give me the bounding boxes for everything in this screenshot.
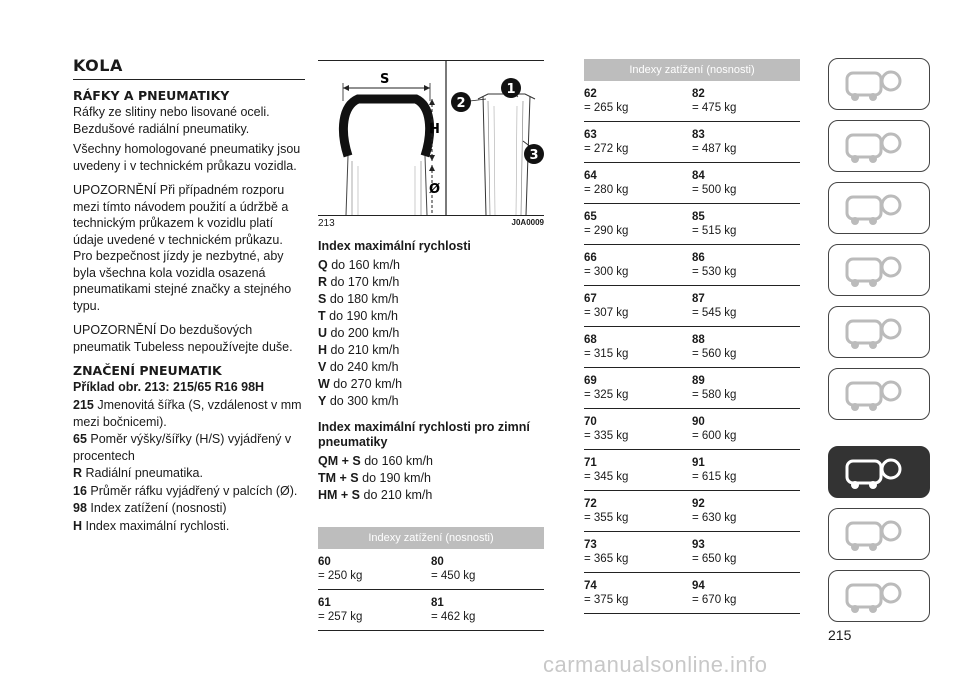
load-row — [584, 450, 800, 491]
speed-row — [318, 453, 544, 470]
load-cell — [431, 555, 544, 583]
load-cell — [692, 415, 800, 443]
marking-key: 215 — [73, 398, 94, 412]
load-weight: = 365 kg — [584, 553, 629, 565]
svg-text:2: 2 — [456, 96, 466, 111]
example-line: Příklad obr. 213: 215/65 R16 98H — [73, 380, 265, 394]
marking-desc: Průměr ráfku vyjádřený v palcích (Ø). — [86, 483, 298, 498]
speed-row — [318, 291, 544, 308]
load-index: 93 — [692, 539, 705, 551]
title-rule — [73, 79, 305, 80]
speed-row — [318, 487, 544, 504]
rims-text: Ráfky ze slitiny nebo lisované oceli. Bezdušové radiální pneumatiky. — [73, 105, 270, 136]
load-cell — [584, 538, 692, 566]
left-column — [73, 56, 305, 535]
load-row — [584, 204, 800, 245]
speed-value: do 240 km/h — [326, 360, 399, 374]
load-row — [584, 286, 800, 327]
speed-code: TM + S — [318, 471, 359, 485]
load-index: 84 — [692, 170, 705, 182]
speed-row — [318, 470, 544, 487]
load-weight: = 265 kg — [584, 102, 629, 114]
speed-value: do 210 km/h — [327, 343, 400, 357]
load-cell — [584, 169, 692, 197]
chapter-tab[interactable] — [828, 120, 930, 172]
speed-value: do 160 km/h — [360, 454, 433, 468]
svg-text:3: 3 — [529, 148, 539, 163]
car-warning-icon — [829, 369, 929, 424]
load-row — [584, 245, 800, 286]
speed-code: Q — [318, 258, 328, 272]
speed-value: do 170 km/h — [327, 275, 400, 289]
load-row — [584, 81, 800, 122]
marking-key: 65 — [73, 432, 87, 446]
load-index: 80 — [431, 556, 444, 568]
speed-value: do 300 km/h — [326, 394, 399, 408]
marking-key: 98 — [73, 501, 87, 515]
marking-item — [73, 500, 305, 517]
load-index: 71 — [584, 457, 597, 469]
speed-row — [318, 393, 544, 410]
load-index-table — [584, 81, 800, 614]
car-search-icon — [829, 59, 929, 114]
load-index: 94 — [692, 580, 705, 592]
figure-number: 213 — [318, 218, 335, 229]
load-cell — [692, 128, 800, 156]
speed-code: W — [318, 377, 330, 391]
load-index-header-small: Indexy zatížení (nosnosti) — [318, 527, 544, 549]
load-index: 67 — [584, 293, 597, 305]
middle-column — [318, 60, 544, 631]
load-cell — [584, 333, 692, 361]
load-index: 65 — [584, 211, 597, 223]
speed-code: HM + S — [318, 488, 361, 502]
marking-item — [73, 431, 305, 464]
load-index: 86 — [692, 252, 705, 264]
load-index: 90 — [692, 416, 705, 428]
speed-code: V — [318, 360, 327, 374]
load-weight: = 530 kg — [692, 266, 737, 278]
load-weight: = 475 kg — [692, 102, 737, 114]
speed-code: R — [318, 275, 328, 289]
load-index: 68 — [584, 334, 597, 346]
winter-speed-heading: Index maximální rychlosti pro zimní pneumatiky — [318, 420, 530, 449]
load-cell — [692, 538, 800, 566]
load-weight: = 307 kg — [584, 307, 629, 319]
load-index-table-small — [318, 549, 544, 631]
load-cell — [584, 374, 692, 402]
speed-row — [318, 376, 544, 393]
rims-heading: RÁFKY A PNEUMATIKY — [73, 88, 230, 103]
chapter-tab[interactable] — [828, 446, 930, 498]
load-index: 89 — [692, 375, 705, 387]
load-weight: = 257 kg — [318, 611, 363, 623]
load-row — [318, 590, 544, 631]
chapter-tab[interactable] — [828, 58, 930, 110]
load-weight: = 615 kg — [692, 471, 737, 483]
label-diameter: Ø — [429, 182, 441, 197]
figure-caption — [318, 218, 544, 229]
load-index: 81 — [431, 597, 444, 609]
specs-gears-icon — [829, 447, 929, 502]
marking-key: H — [73, 518, 83, 533]
load-weight: = 500 kg — [692, 184, 737, 196]
load-weight: = 545 kg — [692, 307, 737, 319]
load-index: 92 — [692, 498, 705, 510]
load-weight: = 272 kg — [584, 143, 629, 155]
load-weight: = 630 kg — [692, 512, 737, 524]
chapter-tab[interactable] — [828, 508, 930, 560]
figure-code: J0A0009 — [511, 218, 544, 227]
load-index: 85 — [692, 211, 705, 223]
load-cell — [692, 292, 800, 320]
speed-value: do 200 km/h — [327, 326, 400, 340]
speed-index-heading: Index maximální rychlosti — [318, 239, 471, 253]
speed-value: do 190 km/h — [358, 471, 431, 485]
load-row — [584, 573, 800, 614]
load-weight: = 250 kg — [318, 570, 363, 582]
right-column — [584, 59, 800, 614]
load-cell — [584, 251, 692, 279]
speed-value: do 180 km/h — [326, 292, 399, 306]
load-weight: = 280 kg — [584, 184, 629, 196]
load-cell — [692, 579, 800, 607]
load-index: 63 — [584, 129, 597, 141]
load-cell — [431, 596, 544, 624]
load-index: 64 — [584, 170, 597, 182]
marking-item — [73, 465, 305, 482]
speed-row — [318, 359, 544, 376]
car-info-icon — [829, 121, 929, 176]
load-weight: = 325 kg — [584, 389, 629, 401]
marking-item — [73, 518, 305, 535]
load-row — [584, 122, 800, 163]
tire-figure — [318, 60, 544, 216]
load-cell — [584, 456, 692, 484]
load-weight: = 355 kg — [584, 512, 629, 524]
load-cell — [692, 87, 800, 115]
load-weight: = 650 kg — [692, 553, 737, 565]
load-index: 61 — [318, 597, 331, 609]
load-index: 72 — [584, 498, 597, 510]
lights-envelope-icon — [829, 183, 929, 238]
load-index: 62 — [584, 88, 597, 100]
label-s: S — [380, 72, 390, 87]
homologated-text: Všechny homologované pneumatiky jsou uvedeny i v technickém průkazu vozidla. — [73, 142, 301, 173]
load-weight: = 515 kg — [692, 225, 737, 237]
load-row — [584, 532, 800, 573]
load-index: 74 — [584, 580, 597, 592]
speed-value: do 210 km/h — [360, 488, 433, 502]
chapter-tab[interactable] — [828, 306, 930, 358]
load-weight: = 580 kg — [692, 389, 737, 401]
load-index: 69 — [584, 375, 597, 387]
marking-item — [73, 397, 305, 430]
load-row — [584, 163, 800, 204]
load-index: 87 — [692, 293, 705, 305]
chapter-tab[interactable] — [828, 182, 930, 234]
load-cell — [692, 456, 800, 484]
load-weight: = 290 kg — [584, 225, 629, 237]
load-weight: = 375 kg — [584, 594, 629, 606]
load-index: 82 — [692, 88, 705, 100]
load-cell — [584, 210, 692, 238]
speed-code: S — [318, 292, 327, 306]
speed-value: do 270 km/h — [329, 377, 403, 391]
speed-value: do 160 km/h — [327, 258, 400, 272]
marking-desc: Index zatížení (nosnosti) — [86, 501, 227, 515]
index-letters-icon — [829, 571, 929, 626]
speed-row — [318, 308, 544, 325]
load-index: 66 — [584, 252, 597, 264]
load-row — [584, 368, 800, 409]
airbag-person-icon — [829, 245, 929, 300]
marking-desc: Jmenovitá šířka (S, vzdálenost v mm mezi bočnicemi). — [73, 398, 302, 429]
warning-text-2: UPOZORNĚNÍ Do bezdušových pneumatik Tubeless nepoužívejte duše. — [73, 323, 293, 354]
watermark: carmanualsonline.info — [543, 652, 768, 677]
speed-code: T — [318, 309, 326, 323]
marking-list — [73, 397, 305, 534]
speed-row — [318, 274, 544, 291]
load-index: 91 — [692, 457, 705, 469]
load-weight: = 600 kg — [692, 430, 737, 442]
winter-speed-list — [318, 453, 544, 504]
steering-wheel-icon — [829, 307, 929, 362]
marking-desc: Index maximální rychlosti. — [82, 518, 230, 533]
load-row — [584, 327, 800, 368]
marking-key: 16 — [73, 483, 87, 498]
speed-value: do 190 km/h — [325, 309, 398, 323]
speed-code: QM + S — [318, 454, 361, 468]
load-index: 88 — [692, 334, 705, 346]
svg-text:1: 1 — [506, 82, 516, 97]
load-cell — [584, 497, 692, 525]
load-cell — [318, 596, 431, 624]
tire-section — [343, 99, 429, 156]
load-cell — [692, 497, 800, 525]
marking-key: R — [73, 466, 83, 480]
load-index: 70 — [584, 416, 597, 428]
speed-row — [318, 325, 544, 342]
marking-desc: Poměr výšky/šířky (H/S) vyjádřený v procentech — [73, 432, 292, 463]
load-index-header: Indexy zatížení (nosnosti) — [584, 59, 800, 81]
marking-desc: Radiální pneumatika. — [82, 466, 203, 480]
load-cell — [692, 210, 800, 238]
load-cell — [584, 292, 692, 320]
load-index: 73 — [584, 539, 597, 551]
load-index: 60 — [318, 556, 331, 568]
load-cell — [692, 374, 800, 402]
warning-text-1: UPOZORNĚNÍ Při případném rozporu mezi tímto návodem použití a údržbě a technickým průkazem k vozidlu platí údaje uvedené v technickém průkazu. Pro bezpečnost jízdy je nezbytné, aby byla všechna kola vozidla osazená pneumatikami stejné značky a stejného typu. — [73, 183, 292, 313]
speed-index-list — [318, 257, 544, 410]
load-cell — [584, 579, 692, 607]
load-weight: = 462 kg — [431, 611, 476, 623]
label-h: H — [429, 122, 440, 137]
speed-code: U — [318, 326, 328, 340]
multimedia-icon — [829, 509, 929, 564]
load-cell — [584, 87, 692, 115]
speed-row — [318, 257, 544, 274]
load-cell — [318, 555, 431, 583]
load-cell — [584, 128, 692, 156]
load-index: 83 — [692, 129, 705, 141]
page-title: KOLA — [73, 56, 123, 75]
load-weight: = 345 kg — [584, 471, 629, 483]
speed-row — [318, 342, 544, 359]
load-weight: = 315 kg — [584, 348, 629, 360]
load-weight: = 560 kg — [692, 348, 737, 360]
load-weight: = 487 kg — [692, 143, 737, 155]
tire-diagram — [318, 61, 544, 215]
load-row — [584, 491, 800, 532]
load-row — [318, 549, 544, 590]
load-weight: = 300 kg — [584, 266, 629, 278]
load-cell — [584, 415, 692, 443]
chapter-tab[interactable] — [828, 570, 930, 622]
speed-code: Y — [318, 394, 327, 408]
marking-heading: ZNAČENÍ PNEUMATIK — [73, 363, 222, 378]
load-row — [584, 409, 800, 450]
load-weight: = 335 kg — [584, 430, 629, 442]
load-weight: = 670 kg — [692, 594, 737, 606]
load-cell — [692, 333, 800, 361]
chapter-tab[interactable] — [828, 244, 930, 296]
marking-item — [73, 483, 305, 500]
load-weight: = 450 kg — [431, 570, 476, 582]
load-cell — [692, 251, 800, 279]
load-cell — [692, 169, 800, 197]
chapter-tab[interactable] — [828, 368, 930, 420]
speed-code: H — [318, 343, 328, 357]
page-number: 215 — [828, 627, 852, 643]
